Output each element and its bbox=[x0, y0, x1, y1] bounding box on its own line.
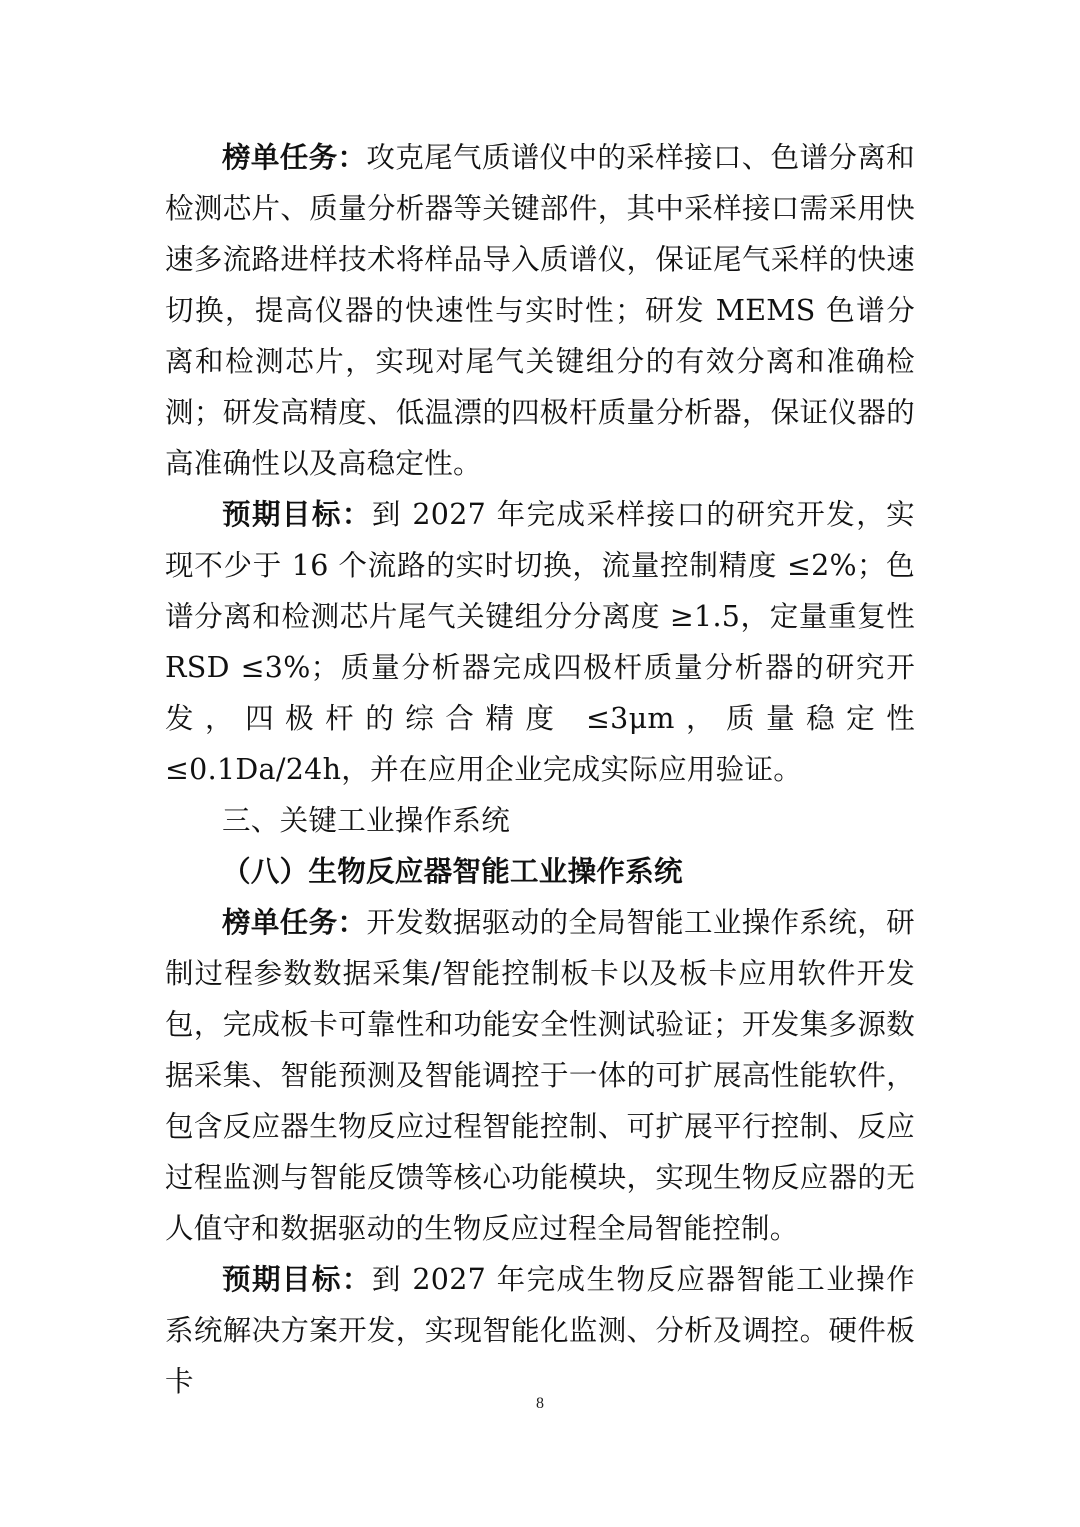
page-number: 8 bbox=[536, 1395, 544, 1412]
goal-label: 预期目标： bbox=[222, 497, 372, 531]
subsection-heading: （八）生物反应器智能工业操作系统 bbox=[222, 854, 683, 888]
goal-text: 到 2027 年完成采样接口的研究开发，实现不少于 16 个流路的实时切换，流量控制精度 ≤2%；色谱分离和检测芯片尾气关键组分分离度 ≥1.5，定量重复性 RSD ≤3%；质量分析器完成四极杆质量分析器的研究开发，四极杆的综合精度 ≤3μm，质量稳定性 ≤0.1Da/24h，并在应用企业完成实际应用验证。 bbox=[165, 498, 915, 786]
task-label: 榜单任务： bbox=[222, 905, 367, 939]
task-text: 攻克尾气质谱仪中的采样接口、色谱分离和检测芯片、质量分析器等关键部件，其中采样接口需采用快速多流路进样技术将样品导入质谱仪，保证尾气采样的快速切换，提高仪器的快速性与实时性；研发 MEMS 色谱分离和检测芯片，实现对尾气关键组分的有效分离和准确检测；研发高精度、低温漂的四极杆质量分析器，保证仪器的高准确性以及高稳定性。 bbox=[165, 141, 915, 480]
task-paragraph-2 bbox=[165, 897, 915, 1254]
goal-paragraph-1 bbox=[165, 489, 915, 795]
task-label: 榜单任务： bbox=[222, 140, 367, 174]
task-paragraph-1 bbox=[165, 132, 915, 489]
task-text: 开发数据驱动的全局智能工业操作系统，研制过程参数数据采集/智能控制板卡以及板卡应用软件开发包，完成板卡可靠性和功能安全性测试验证；开发集多源数据采集、智能预测及智能调控于一体的可扩展高性能软件，包含反应器生物反应过程智能控制、可扩展平行控制、反应过程监测与智能反馈等核心功能模块，实现生物反应器的无人值守和数据驱动的生物反应过程全局智能控制。 bbox=[165, 906, 915, 1245]
document-body bbox=[165, 132, 915, 1407]
goal-label: 预期目标： bbox=[222, 1262, 372, 1296]
section-heading: 三、关键工业操作系统 bbox=[222, 804, 511, 837]
goal-paragraph-2 bbox=[165, 1254, 915, 1407]
goal-text: 到 2027 年完成生物反应器智能工业操作系统解决方案开发，实现智能化监测、分析及调控。硬件板卡 bbox=[165, 1263, 915, 1398]
